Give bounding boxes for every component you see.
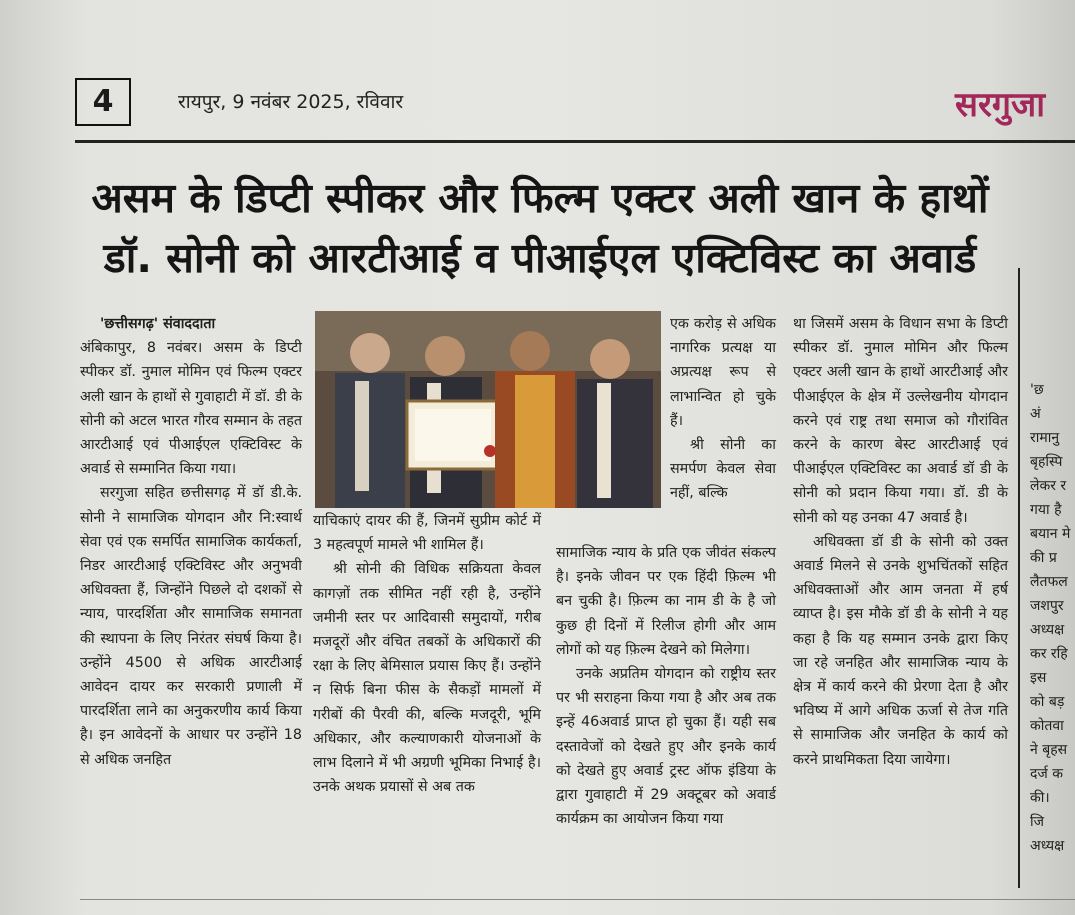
article-paragraph: याचिकाएं दायर की हैं, जिनमें सुप्रीम कोर्ट में 3 महत्वपूर्ण मामले भी शामिल हैं। xyxy=(313,513,541,554)
adjacent-text-line: की। xyxy=(1030,790,1050,806)
header-rule xyxy=(75,140,1075,143)
article-paragraph: उनके अप्रतिम योगदान को राष्ट्रीय स्तर पर भी सराहना किया गया है और अब तक इन्हें 46अवार्ड प्राप्त हो चुका हैं। यही सब दस्तावेजों को देखते हुए और इनके कार्य को देखते हुए अवार्ड ट्रस्ट ऑफ इंडिया के द्वारा गुवाहाटी में 29 अक्टूबर को अवार्ड कार्यक्रम का आयोजन किया गया xyxy=(556,666,776,828)
award-ceremony-image xyxy=(315,311,661,508)
adjacent-text-line: अं xyxy=(1030,406,1041,422)
article-paragraph: श्री सोनी की विधिक सक्रियता केवल कागज़ों तक सीमित नहीं रही है, उन्होंने जमीनी स्तर पर आदिवासी समुदायों, गरीब मजदूरों और वंचित तबकों के अधिकारों की रक्षा के लिए बेमिसाल प्रयास किए हैं। उन्होंने न सिर्फ बिना फीस के सैकड़ों मामलों में गरीबों की पैरवी की, बल्कि मजदूरी, भूमि अधिकार, और कल्याणकारी योजनाओं के लाभ दिलाने में भी अग्रणी भूमिका निभाई है। उनके अथक प्रयासों से अब तक xyxy=(313,561,541,796)
adjacent-text-line: लेकर र xyxy=(1030,478,1067,494)
adjacent-text-line: दर्ज क xyxy=(1030,766,1064,782)
adjacent-text-line: बृहस्पि xyxy=(1030,454,1063,470)
article-paragraph: अंबिकापुर, 8 नवंबर। असम के डिप्टी स्पीकर डॉ. नुमाल मोमिन एवं फिल्म एक्टर अली खान के हाथों से गुवाहाटी में डॉ. डी के सोनी को अटल भारत गौरव सम्मान के तहत आरटीआई एवं पीआईएल एक्टिविस्ट के अवार्ड से सम्मानित किया गया। xyxy=(80,340,303,478)
adjacent-text-line: बयान मे xyxy=(1030,526,1071,542)
adjacent-text-line: लैतफल xyxy=(1030,574,1068,590)
page-number: 4 xyxy=(75,78,131,126)
adjacent-text-line: ने बृहस xyxy=(1030,742,1068,758)
adjacent-article-fragment xyxy=(1030,378,1075,858)
adjacent-text-line: जि xyxy=(1030,814,1045,830)
article-column-2 xyxy=(313,509,541,799)
article-paragraph: एक करोड़ से अधिक नागरिक प्रत्यक्ष या अप्रत्यक्ष रूप से लाभान्वित हो चुके हैं। xyxy=(670,316,776,429)
article-paragraph: अधिवक्ता डॉ डी के सोनी को उक्त अवार्ड मिलने से उनके शुभचिंतकों सहित अधिवक्ताओं और आम जनता में हर्ष व्याप्त है। इस मौके डॉ डी के सोनी ने यह कहा है कि यह सम्मान उनके द्वारा किए जा रहे जनहित और सामाजिक न्याय के क्षेत्र में कार्य करने की प्रेरणा देता है और भविष्य में आगे अधिक ऊर्जा से तेज गति से सामाजिक और जनहित के कार्य को करने प्राथमिकता दिया जायेगा। xyxy=(793,533,1008,768)
adjacent-text-line: 'छ xyxy=(1030,382,1044,398)
article-column-3-top xyxy=(670,312,776,506)
headline-line-2: डॉ. सोनी को आरटीआई व पीआईएल एक्टिविस्ट का अवार्ड xyxy=(103,234,977,282)
bottom-rule xyxy=(80,899,1075,900)
adjacent-text-line: कर रहि xyxy=(1030,646,1068,662)
award-photo xyxy=(315,311,661,508)
article-paragraph: श्री सोनी का समर्पण केवल सेवा नहीं, बल्कि xyxy=(670,437,776,502)
dateline: रायपुर, 9 नवंबर 2025, रविवार xyxy=(178,91,404,113)
adjacent-text-line: को बड़ xyxy=(1030,694,1065,710)
article-column-1 xyxy=(80,312,302,772)
article-column-3 xyxy=(556,541,776,831)
article-paragraph: था जिसमें असम के विधान सभा के डिप्टी स्पीकर डॉ. नुमाल मोमिन और फिल्म एक्टर अली खान के हाथों आरटीआई और पीआईएल के क्षेत्र में उल्लेखनीय योगदान करने एवं राष्ट्र तथा समाज को गौरांवित करने के कारण बेस्ट आरटीआई एवं पीआईएल एक्टिविस्ट का अवार्ड डॉ डी के सोनी को प्रदान किया गया। डॉ. डी के सोनी को यह उनका 47 अवार्ड है। xyxy=(793,316,1008,526)
headline-line-1: असम के डिप्टी स्पीकर और फिल्म एक्टर अली खान के हाथों xyxy=(91,174,989,222)
adjacent-text-line: अध्यक्ष xyxy=(1030,838,1065,854)
adjacent-text-line: कोतवा xyxy=(1030,718,1064,734)
adjacent-text-line: अध्यक्ष xyxy=(1030,622,1065,638)
article-column-4 xyxy=(793,312,1008,772)
byline: 'छत्तीसगढ़' संवाददाता xyxy=(100,316,216,332)
adjacent-text-line: की प्र xyxy=(1030,550,1057,566)
adjacent-text-line: जशपुर xyxy=(1030,598,1064,614)
article-paragraph: सामाजिक न्याय के प्रति एक जीवंत संकल्प है। इनके जीवन पर एक हिंदी फ़िल्म भी बन चुकी है। फ़िल्म का नाम डी के है जो कुछ ही दिनों में रिलीज होगी और आम लोगों को यह फ़िल्म देखने को मिलेगा। xyxy=(556,545,776,658)
adjacent-text-line: इस xyxy=(1030,670,1047,686)
adjacent-text-line: रामानु xyxy=(1030,430,1060,446)
section-title: सरगुजा xyxy=(955,85,1046,125)
headline xyxy=(60,168,1020,288)
article-paragraph: सरगुजा सहित छत्तीसगढ़ में डॉ डी.के. सोनी ने सामाजिक योगदान और नि:स्वार्थ सेवा एवं एक समर्पित सामाजिक कार्यकर्ता, निडर आरटीआई एक्टिविस्ट और अनुभवी अधिवक्ता हैं, जिन्होंने पिछले दो दशकों से न्याय, पारदर्शिता और सामाजिक समानता की स्थापना के लिए निरंतर संघर्ष किया है। उन्होंने 4500 से अधिक आरटीआई आवेदन दायर कर सरकारी प्रणाली में पारदर्शिता लाने का अनुकरणीय कार्य किया है। इन आवेदनों के आधार पर उन्होंने 18 से अधिक जनहित xyxy=(80,485,302,768)
adjacent-text-line: गया है xyxy=(1030,502,1062,518)
